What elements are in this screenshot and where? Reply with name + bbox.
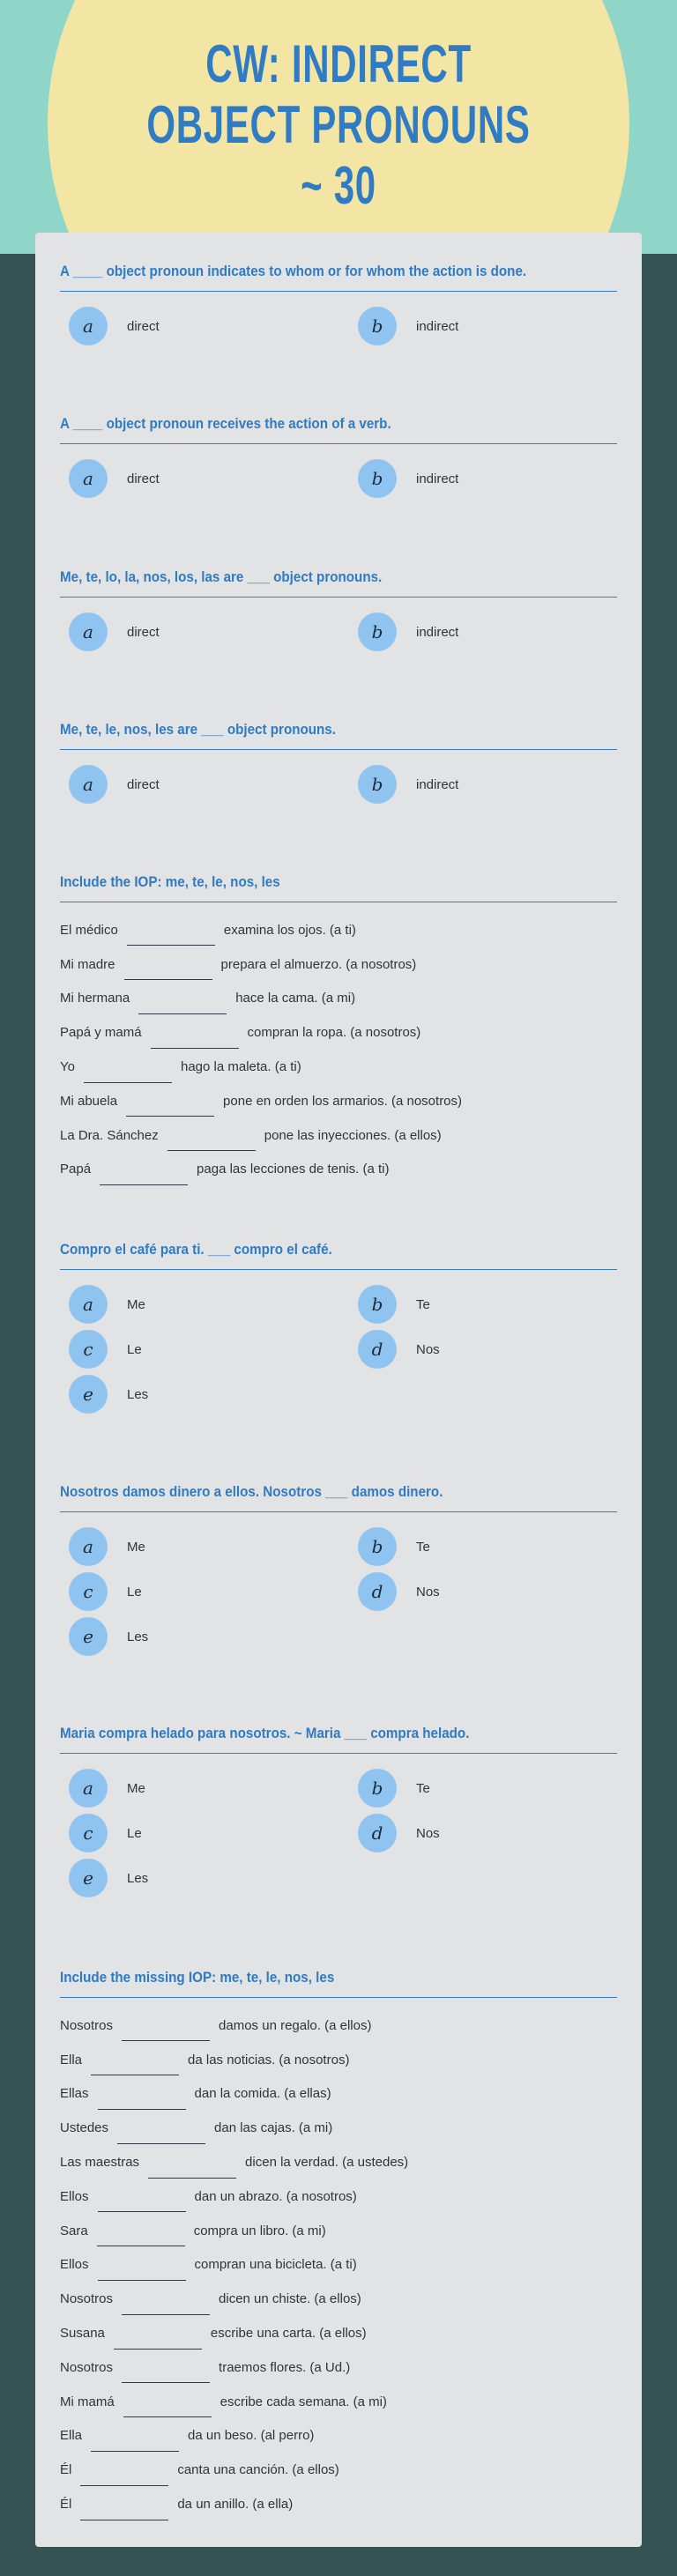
divider (60, 1753, 617, 1754)
sentence-subject: Mi hermana (60, 991, 130, 1006)
sentence-rest: da las noticias. (a nosotros) (188, 2052, 350, 2067)
sentence-rest: dicen un chiste. (a ellos) (219, 2291, 361, 2307)
answer-option-b[interactable] (358, 1769, 430, 1808)
sentence-rest: paga las lecciones de tenis. (a ti) (197, 1162, 390, 1177)
answer-blank-input[interactable] (117, 2125, 205, 2144)
answer-blank-input[interactable] (98, 2090, 186, 2110)
option-letter-badge: c (69, 1814, 108, 1852)
sentence-rest: compran una bicicleta. (a ti) (194, 2257, 357, 2273)
option-letter-badge: c (69, 1330, 108, 1369)
option-letter-badge: b (358, 1285, 397, 1324)
sentence-list (60, 2008, 617, 2521)
question-title: Me, te, le, nos, les are ___ object pronouns. (60, 722, 336, 738)
question-title: A ____ object pronoun receives the action of a verb. (60, 416, 391, 432)
option-text: Te (416, 1539, 430, 1555)
option-letter-badge: b (358, 1527, 397, 1566)
sentence-subject: Nosotros (60, 2291, 114, 2307)
answer-blank-input[interactable] (148, 2159, 236, 2179)
answer-blank-input[interactable] (91, 2056, 179, 2075)
option-letter-badge: a (69, 612, 108, 651)
option-text: Les (127, 1386, 149, 1402)
sentence-subject: Ellas (60, 2086, 89, 2102)
sentence-row (60, 1050, 617, 1084)
sentence-rest: pone en orden los armarios. (a nosotros) (223, 1093, 463, 1109)
sentence-row (60, 2043, 617, 2077)
sentence-row (60, 913, 617, 947)
answer-options (60, 1285, 617, 1420)
sentence-subject: Las maestras (60, 2155, 140, 2171)
answer-option-c[interactable] (69, 1814, 142, 1852)
answer-blank-input[interactable] (84, 1064, 172, 1083)
option-letter-badge: e (69, 1375, 108, 1414)
answer-options (60, 1769, 617, 1904)
answer-options (60, 459, 617, 504)
option-letter-badge: a (69, 765, 108, 804)
option-text: Le (127, 1825, 142, 1841)
answer-option-d[interactable] (358, 1572, 440, 1611)
answer-option-d[interactable] (358, 1814, 440, 1852)
title-line: OBJECT PRONOUNS (146, 95, 531, 154)
fill-in-exercise (60, 1967, 617, 2521)
question-title: A ____ object pronoun indicates to whom or for whom the action is done. (60, 264, 527, 279)
answer-option-b[interactable] (358, 765, 458, 804)
sentence-rest: escribe cada semana. (a mi) (219, 2394, 387, 2409)
answer-option-b[interactable] (358, 612, 458, 651)
sentence-subject: Nosotros (60, 2359, 114, 2375)
answer-blank-input[interactable] (114, 2330, 202, 2350)
sentence-row (60, 982, 617, 1016)
title-line: CW: INDIRECT (205, 34, 472, 93)
sentence-rest: pone las inyecciones. (a ellos) (264, 1127, 442, 1143)
sentence-rest: hace la cama. (a mi) (235, 991, 356, 1006)
sentence-subject: Ella (60, 2052, 83, 2067)
question-title: Include the missing IOP: me, te, le, nos, les (60, 1970, 335, 1986)
option-letter-badge: b (358, 459, 397, 498)
question-title: Me, te, lo, la, nos, los, las are ___ object pronouns. (60, 569, 383, 585)
sentence-row (60, 2145, 617, 2179)
answer-blank-input[interactable] (97, 2227, 185, 2246)
sentence-row (60, 2008, 617, 2043)
option-letter-badge: d (358, 1330, 397, 1369)
option-letter-badge: e (69, 1859, 108, 1897)
option-letter-badge: e (69, 1617, 108, 1656)
answer-option-a[interactable] (69, 459, 160, 498)
option-text: Me (127, 1780, 145, 1796)
sentence-subject: Mi madre (60, 956, 115, 972)
question (60, 1723, 617, 1904)
sentence-rest: dan un abrazo. (a nosotros) (194, 2188, 357, 2204)
answer-blank-input[interactable] (122, 2022, 210, 2041)
sentence-row (60, 2111, 617, 2145)
sentence-row (60, 2487, 617, 2521)
answer-option-a[interactable] (69, 307, 160, 345)
option-letter-badge: b (358, 1769, 397, 1808)
sentence-subject: Él (60, 2497, 72, 2513)
option-letter-badge: d (358, 1572, 397, 1611)
answer-options (60, 765, 617, 810)
question-title: Nosotros damos dinero a ellos. Nosotros ___ damos dinero. (60, 1484, 443, 1500)
divider (60, 291, 617, 292)
answer-blank-input[interactable] (127, 926, 215, 946)
sentence-subject: Nosotros (60, 2017, 114, 2033)
question (60, 567, 617, 657)
answer-blank-input[interactable] (80, 2501, 168, 2520)
sentence-rest: da un anillo. (a ella) (177, 2497, 294, 2513)
sentence-subject: Ellos (60, 2257, 89, 2273)
answer-blank-input[interactable] (91, 2432, 179, 2452)
answer-blank-input[interactable] (100, 1166, 188, 1185)
question (60, 1239, 617, 1420)
answer-option-b[interactable] (358, 1285, 430, 1324)
sentence-rest: traemos flores. (a Ud.) (219, 2359, 351, 2375)
question (60, 719, 617, 810)
question (60, 413, 617, 504)
answer-options (60, 1527, 617, 1662)
sentence-rest: dan las cajas. (a mi) (214, 2120, 333, 2136)
option-letter-badge: a (69, 1527, 108, 1566)
answer-option-e[interactable] (69, 1375, 148, 1414)
question-title: Include the IOP: me, te, le, nos, les (60, 874, 280, 890)
answer-blank-input[interactable] (98, 2261, 186, 2281)
sentence-row (60, 2214, 617, 2248)
question (60, 261, 617, 352)
answer-option-c[interactable] (69, 1572, 142, 1611)
option-text: direct (127, 318, 160, 334)
sentence-rest: hago la maleta. (a ti) (180, 1059, 301, 1075)
sentence-row (60, 1118, 617, 1153)
sentence-row (60, 1153, 617, 1187)
answer-option-c[interactable] (69, 1330, 142, 1369)
sentence-rest: compra un libro. (a mi) (193, 2223, 326, 2238)
option-text: Les (127, 1870, 149, 1886)
answer-blank-input[interactable] (167, 1132, 256, 1151)
sentence-row (60, 2077, 617, 2112)
option-letter-badge: b (358, 765, 397, 804)
sentence-subject: Sara (60, 2223, 88, 2238)
option-letter-badge: a (69, 307, 108, 345)
sentence-row (60, 2419, 617, 2454)
sentence-subject: Él (60, 2462, 72, 2478)
sentence-rest: examina los ojos. (a ti) (223, 922, 356, 938)
divider (60, 1269, 617, 1270)
sentence-row (60, 2179, 617, 2214)
answer-option-b[interactable] (358, 307, 458, 345)
sentence-subject: Papá y mamá (60, 1025, 142, 1041)
option-letter-badge: d (358, 1814, 397, 1852)
option-text: direct (127, 624, 160, 640)
answer-blank-input[interactable] (124, 961, 212, 980)
answer-option-e[interactable] (69, 1617, 148, 1656)
answer-blank-input[interactable] (98, 2193, 186, 2212)
sentence-subject: Papá (60, 1162, 92, 1177)
option-text: direct (127, 471, 160, 486)
sentence-row (60, 2453, 617, 2487)
sentence-rest: prepara el almuerzo. (a nosotros) (220, 956, 417, 972)
answer-blank-input[interactable] (138, 995, 227, 1014)
option-letter-badge: b (358, 307, 397, 345)
sentence-rest: compran la ropa. (a nosotros) (247, 1025, 421, 1041)
sentence-subject: Yo (60, 1059, 75, 1075)
answer-blank-input[interactable] (122, 2364, 210, 2383)
sentence-row (60, 2248, 617, 2283)
divider (60, 597, 617, 598)
divider (60, 1997, 617, 1998)
sentence-subject: Ellos (60, 2188, 89, 2204)
sentence-subject: Mi mamá (60, 2394, 115, 2409)
option-text: Le (127, 1341, 142, 1357)
answer-blank-input[interactable] (126, 1097, 214, 1117)
sentence-row (60, 1084, 617, 1118)
sentence-subject: La Dra. Sánchez (60, 1127, 159, 1143)
answer-blank-input[interactable] (80, 2467, 168, 2486)
fill-in-exercise (60, 872, 617, 1186)
option-text: indirect (416, 624, 459, 640)
option-letter-badge: a (69, 1769, 108, 1808)
option-text: Te (416, 1296, 430, 1312)
option-text: direct (127, 776, 160, 792)
answer-option-a[interactable] (69, 612, 160, 651)
sentence-row (60, 2316, 617, 2350)
sentence-row (60, 2350, 617, 2385)
sentence-row (60, 947, 617, 982)
answer-option-b[interactable] (358, 1527, 430, 1566)
answer-options (60, 612, 617, 657)
question (60, 1481, 617, 1662)
answer-blank-input[interactable] (122, 2296, 210, 2315)
answer-option-a[interactable] (69, 1527, 145, 1566)
option-text: Nos (416, 1341, 440, 1357)
option-text: Me (127, 1539, 145, 1555)
divider (60, 1511, 617, 1512)
sentence-row (60, 2282, 617, 2316)
page-title (101, 33, 576, 216)
option-text: Nos (416, 1584, 440, 1600)
sentence-row (60, 2385, 617, 2419)
sentence-row (60, 1015, 617, 1050)
option-text: Les (127, 1629, 149, 1644)
option-letter-badge: c (69, 1572, 108, 1611)
sentence-rest: da un beso. (al perro) (188, 2428, 315, 2444)
option-text: Nos (416, 1825, 440, 1841)
sentence-rest: dicen la verdad. (a ustedes) (245, 2155, 409, 2171)
answer-option-b[interactable] (358, 459, 458, 498)
title-line: ~ 30 (301, 156, 376, 215)
answer-blank-input[interactable] (151, 1029, 239, 1049)
option-text: Le (127, 1584, 142, 1600)
sentence-subject: Ustedes (60, 2120, 109, 2136)
sentence-rest: escribe una carta. (a ellos) (210, 2326, 367, 2342)
answer-option-d[interactable] (358, 1330, 440, 1369)
sentence-subject: Mi abuela (60, 1093, 118, 1109)
question-title: Maria compra helado para nosotros. ~ Maria ___ compra helado. (60, 1726, 470, 1741)
answer-option-e[interactable] (69, 1859, 148, 1897)
sentence-subject: El médico (60, 922, 118, 938)
divider (60, 749, 617, 750)
sentence-list (60, 913, 617, 1186)
answer-option-a[interactable] (69, 1285, 145, 1324)
answer-option-a[interactable] (69, 1769, 145, 1808)
answer-options (60, 307, 617, 352)
option-letter-badge: a (69, 1285, 108, 1324)
option-letter-badge: b (358, 612, 397, 651)
option-text: indirect (416, 776, 459, 792)
worksheet-card (35, 233, 642, 2547)
header-banner (0, 0, 677, 254)
answer-option-a[interactable] (69, 765, 160, 804)
sentence-rest: damos un regalo. (a ellos) (219, 2017, 372, 2033)
option-text: Te (416, 1780, 430, 1796)
sentence-rest: canta una canción. (a ellos) (177, 2462, 339, 2478)
option-text: indirect (416, 471, 459, 486)
option-text: indirect (416, 318, 459, 334)
option-text: Me (127, 1296, 145, 1312)
question-title: Compro el café para ti. ___ compro el café. (60, 1242, 332, 1258)
option-letter-badge: a (69, 459, 108, 498)
sentence-rest: dan la comida. (a ellas) (194, 2086, 331, 2102)
answer-blank-input[interactable] (123, 2398, 212, 2417)
sentence-subject: Ella (60, 2428, 83, 2444)
sentence-subject: Susana (60, 2326, 105, 2342)
divider (60, 443, 617, 444)
